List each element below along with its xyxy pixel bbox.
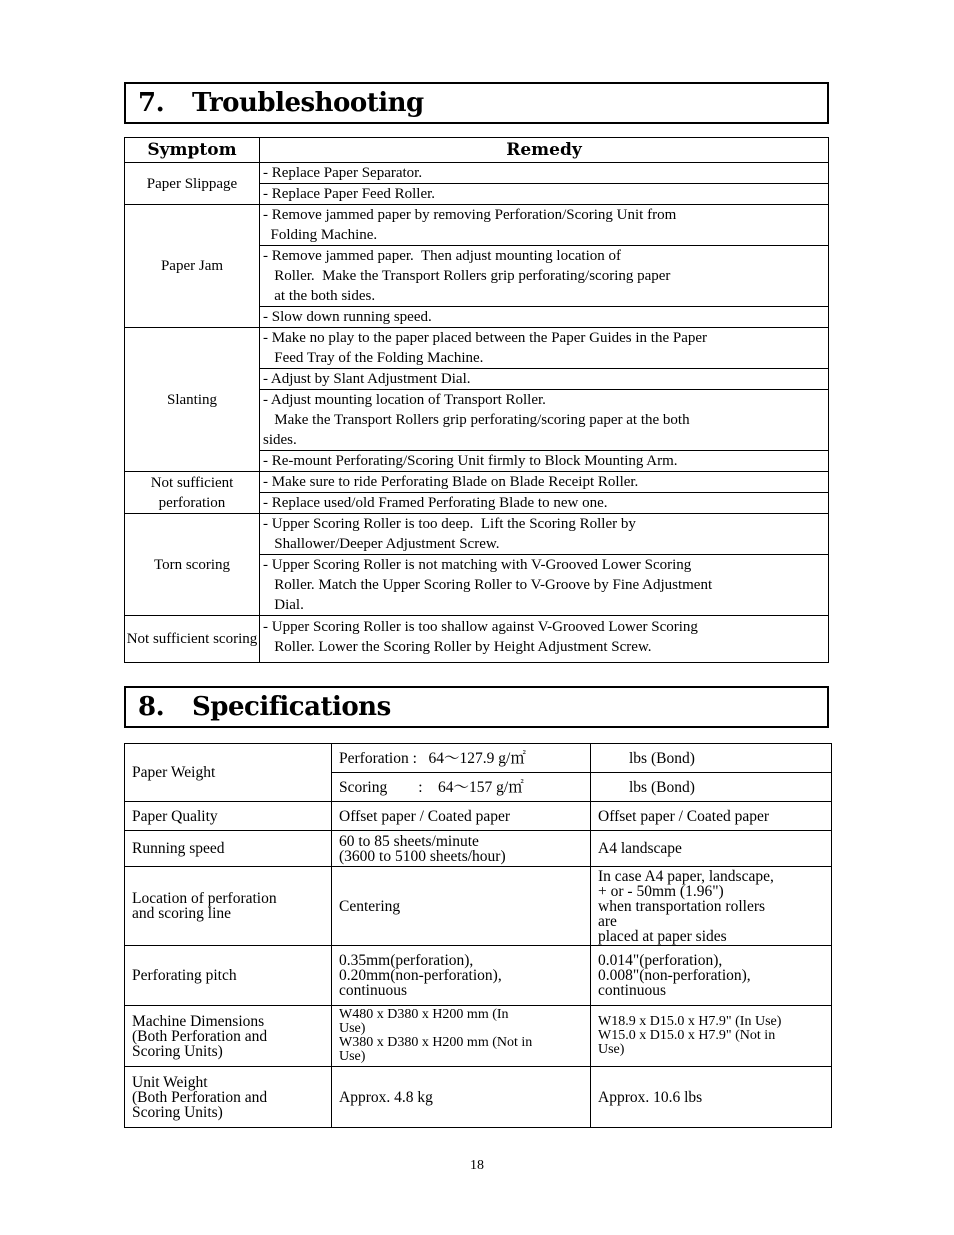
spec-label: Paper Weight [125, 744, 332, 802]
remedy-cell: - Slow down running speed. [260, 307, 829, 328]
table-row [125, 1067, 832, 1128]
spec-imperial: W18.9 x D15.0 x H7.9" (In Use) W15.0 x D15.0 x H7.9" (Not in Use) [591, 1006, 832, 1067]
spec-metric: Centering [332, 867, 591, 946]
symptom-header: Symptom [125, 138, 260, 163]
spec-imperial: In case A4 paper, landscape, + or - 50mm (1.96") when transportation rollers are placed at paper sides [591, 867, 832, 946]
table-header-row [125, 138, 829, 163]
table-row [125, 472, 829, 493]
section-title: Specifications [192, 692, 391, 722]
spec-label: Perforating pitch [125, 946, 332, 1006]
spec-label: Running speed [125, 831, 332, 867]
section-number: 7. [138, 88, 165, 118]
table-row [125, 514, 829, 555]
spec-metric: Perforation : 64～127.9 g/㎡ [332, 744, 591, 773]
table-row [125, 1006, 832, 1067]
remedy-cell: - Adjust mounting location of Transport Roller. Make the Transport Rollers grip perforating/scoring paper at the both sides. [260, 390, 829, 451]
section-title: Troubleshooting [192, 88, 424, 118]
specifications-table [124, 743, 832, 1128]
remedy-cell: - Upper Scoring Roller is too shallow against V-Grooved Lower Scoring Roller. Lower the Scoring Roller by Height Adjustment Screw. [260, 616, 829, 663]
remedy-cell: - Replace Paper Feed Roller. [260, 184, 829, 205]
symptom-cell: Paper Slippage [125, 163, 260, 205]
spec-metric: Scoring : 64～157 g/㎡ [332, 773, 591, 802]
table-row [125, 802, 832, 831]
table-row [125, 946, 832, 1006]
page-number: 18 [470, 1158, 484, 1173]
spec-label: Paper Quality [125, 802, 332, 831]
table-row [125, 328, 829, 369]
spec-metric: 60 to 85 sheets/minute (3600 to 5100 sheets/hour) [332, 831, 591, 867]
table-row [125, 867, 832, 946]
symptom-cell: Not sufficient scoring [125, 616, 260, 663]
spec-label: Location of perforation and scoring line [125, 867, 332, 946]
table-row [125, 831, 832, 867]
remedy-cell: - Re-mount Perforating/Scoring Unit firmly to Block Mounting Arm. [260, 451, 829, 472]
symptom-cell: Not sufficient perforation [125, 472, 260, 514]
spec-label: Unit Weight (Both Perforation and Scoring Units) [125, 1067, 332, 1128]
symptom-cell: Paper Jam [125, 205, 260, 328]
remedy-cell: - Remove jammed paper by removing Perforation/Scoring Unit from Folding Machine. [260, 205, 829, 246]
spec-imperial: lbs (Bond) [591, 744, 832, 773]
symptom-cell: Slanting [125, 328, 260, 472]
spec-imperial: A4 landscape [591, 831, 832, 867]
section-number: 8. [138, 692, 165, 722]
spec-metric: Offset paper / Coated paper [332, 802, 591, 831]
table-row [125, 205, 829, 246]
spec-metric: W480 x D380 x H200 mm (In Use) W380 x D380 x H200 mm (Not in Use) [332, 1006, 591, 1067]
spec-metric: 0.35mm(perforation), 0.20mm(non-perforation), continuous [332, 946, 591, 1006]
remedy-cell: - Make sure to ride Perforating Blade on Blade Receipt Roller. [260, 472, 829, 493]
troubleshooting-table [124, 137, 829, 663]
remedy-cell: - Upper Scoring Roller is too deep. Lift the Scoring Roller by Shallower/Deeper Adjustment Screw. [260, 514, 829, 555]
remedy-cell: - Replace used/old Framed Perforating Blade to new one. [260, 493, 829, 514]
table-row [125, 616, 829, 663]
spec-imperial: 0.014"(perforation), 0.008"(non-perforation), continuous [591, 946, 832, 1006]
symptom-cell: Torn scoring [125, 514, 260, 616]
spec-imperial: lbs (Bond) [591, 773, 832, 802]
troubleshooting-heading [124, 82, 829, 124]
specifications-heading [124, 686, 829, 728]
spec-imperial: Offset paper / Coated paper [591, 802, 832, 831]
remedy-cell: - Remove jammed paper. Then adjust mounting location of Roller. Make the Transport Rollers grip perforating/scoring paper at the both sides. [260, 246, 829, 307]
table-row [125, 163, 829, 184]
remedy-header: Remedy [260, 138, 829, 163]
remedy-cell: - Upper Scoring Roller is not matching with V-Grooved Lower Scoring Roller. Match the Upper Scoring Roller to V-Groove by Fine Adjustment Dial. [260, 555, 829, 616]
remedy-cell: - Replace Paper Separator. [260, 163, 829, 184]
remedy-cell: - Make no play to the paper placed between the Paper Guides in the Paper Feed Tray of the Folding Machine. [260, 328, 829, 369]
remedy-cell: - Adjust by Slant Adjustment Dial. [260, 369, 829, 390]
spec-label: Machine Dimensions (Both Perforation and Scoring Units) [125, 1006, 332, 1067]
table-row [125, 744, 832, 773]
spec-imperial: Approx. 10.6 lbs [591, 1067, 832, 1128]
spec-metric: Approx. 4.8 kg [332, 1067, 591, 1128]
